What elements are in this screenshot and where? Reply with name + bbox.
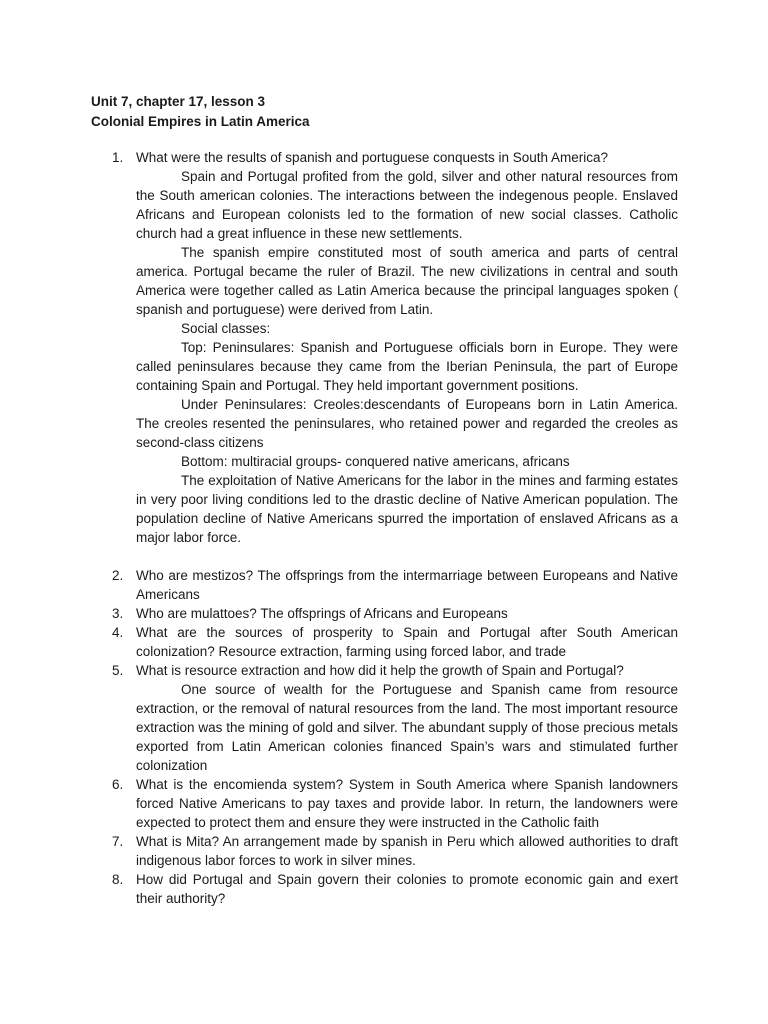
question-number: 5. [112,663,124,678]
question-number: 8. [112,872,124,887]
spacer [0,547,768,566]
answer-paragraph: Social classes: [181,321,271,336]
document-title-unit: Unit 7, chapter 17, lesson 3 [91,94,266,109]
question-item-6 [0,775,768,832]
question-item-1 [0,148,768,566]
question-item-7 [0,832,768,870]
question-number: 7. [112,834,124,849]
answer-paragraph: Spain and Portugal profited from the gold, silver and other natural resources from the South american colonies. The interactions between the indegenous people. Enslaved Africans and European colonists led to the formation of new social classes. Catholic church had a great influence in these new settlements. [136,169,678,241]
answer-paragraph: The spanish empire constituted most of south america and parts of central america. Portugal became the ruler of Brazil. The new civilizations in central and south America were together called as Latin America because the principal languages spoken ( spanish and portuguese) were derived from Latin. [136,245,678,317]
question-list [0,148,768,908]
question-text: Who are mulattoes? The offsprings of Africans and Europeans [136,606,508,621]
document-title-topic: Colonial Empires in Latin America [91,114,310,129]
answer-paragraph: Under Peninsulares: Creoles:descendants of Europeans born in Latin America. The creoles resented the peninsulares, who retained power and regarded the creoles as second-class citizens [136,397,678,450]
question-number: 3. [112,606,124,621]
answer-paragraph: The exploitation of Native Americans for the labor in the mines and farming estates in very poor living conditions led to the drastic decline of Native American population. The population decline of Native Americans spurred the importation of enslaved Africans as a major labor force. [136,473,678,545]
answer-paragraph: Top: Peninsulares: Spanish and Portuguese officials born in Europe. They were called peninsulares because they came from the Iberian Peninsula, the part of Europe containing Spain and Portugal. They held important government positions. [136,340,678,393]
question-text: How did Portugal and Spain govern their colonies to promote economic gain and exert their authority? [136,872,678,906]
question-number: 1. [112,150,124,165]
question-number: 6. [112,777,124,792]
question-item-8 [0,870,768,908]
question-item-5 [0,661,768,775]
question-text: What were the results of spanish and portuguese conquests in South America? [136,150,609,165]
question-number: 2. [112,568,124,583]
question-text: What is Mita? An arrangement made by spanish in Peru which allowed authorities to draft indigenous labor forces to work in silver mines. [136,834,678,868]
question-text: What is the encomienda system? System in South America where Spanish landowners forced Native Americans to pay taxes and provide labor. In return, the landowners were expected to protect them and ensure they were instructed in the Catholic faith [136,777,678,830]
question-item-3 [0,604,768,623]
question-text: What are the sources of prosperity to Spain and Portugal after South American colonization? Resource extraction, farming using forced labor, and trade [136,625,678,659]
answer-paragraph: One source of wealth for the Portuguese and Spanish came from resource extraction, or the removal of natural resources from the land. The most important resource extraction was the mining of gold and silver. The abundant supply of those precious metals exported from Latin American colonies financed Spain’s wars and stimulated further colonization [136,682,678,773]
question-item-4 [0,623,768,661]
answer-paragraph: Bottom: multiracial groups- conquered native americans, africans [181,454,570,469]
question-item-2 [0,566,768,604]
question-text: Who are mestizos? The offsprings from the intermarriage between Europeans and Native Americans [136,568,678,602]
question-text: What is resource extraction and how did it help the growth of Spain and Portugal? [136,663,624,678]
question-number: 4. [112,625,124,640]
